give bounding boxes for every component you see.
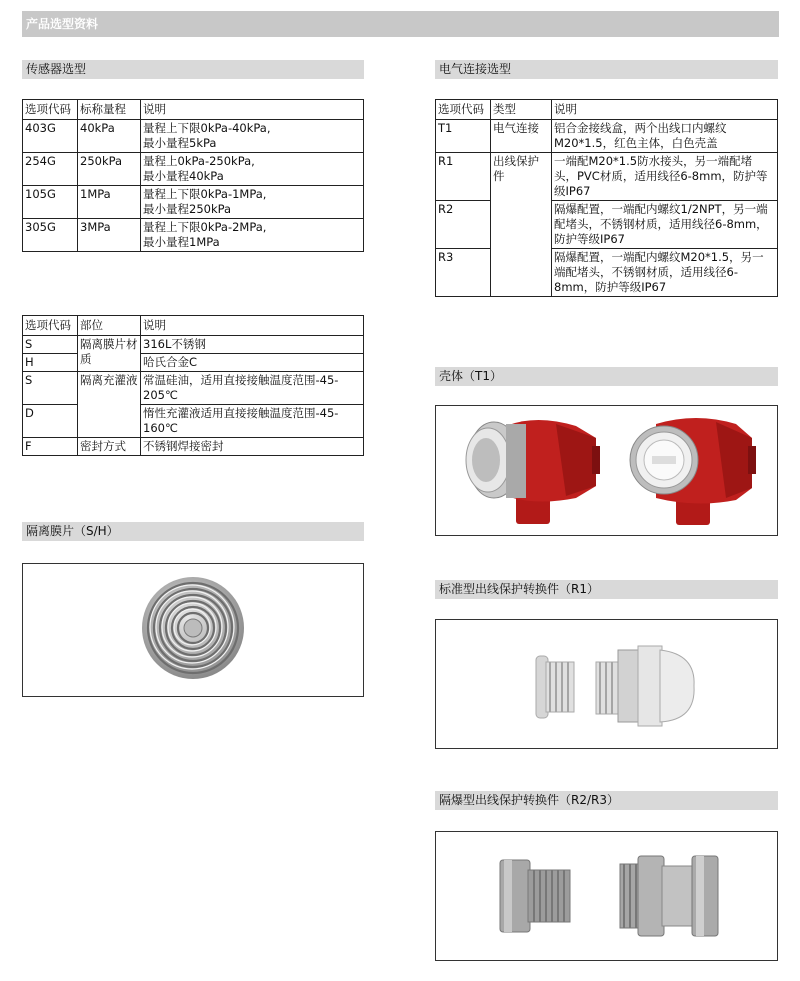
sensor-table <box>22 99 364 252</box>
table-row <box>436 153 778 201</box>
section-heading-r1: 标准型出线保护转换件（R1） <box>435 580 778 599</box>
cell-desc: 一端配M20*1.5防水接头，另一端配堵头，PVC材质，适用线径6-8mm，防护等级IP67 <box>552 153 778 201</box>
cell-range: 3MPa <box>78 219 141 252</box>
cell-desc: 铝合金接线盒，两个出线口内螺纹M20*1.5，红色主体，白色壳盖 <box>552 120 778 153</box>
col-header: 标称量程 <box>78 100 141 120</box>
cell-range: 40kPa <box>78 120 141 153</box>
cell-code: F <box>23 438 78 456</box>
table-row <box>23 372 364 405</box>
r1-image <box>435 619 778 749</box>
cell-code: S <box>23 372 78 405</box>
desc-line: 最小量程250kPa <box>143 202 232 216</box>
desc-line: 量程上下限0kPa-1MPa, <box>143 187 267 201</box>
section-heading-housing: 壳体（T1） <box>435 367 778 386</box>
col-header: 说明 <box>141 100 364 120</box>
cell-desc: 常温硅油，适用直接接触温度范围-45-205℃ <box>141 372 364 405</box>
table-row <box>23 438 364 456</box>
cell-code: 254G <box>23 153 78 186</box>
cell-desc: 隔爆配置，一端配内螺纹M20*1.5，另一端配堵头，不锈钢材质，适用线径6-8mm，防护等级IP67 <box>552 249 778 297</box>
material-table <box>22 315 364 456</box>
cell-part: 隔离膜片材质 <box>78 336 141 372</box>
section-heading-sensor: 传感器选型 <box>22 60 364 79</box>
cell-part: 密封方式 <box>78 438 141 456</box>
cell-desc <box>141 219 364 252</box>
housing-front-view <box>630 418 756 525</box>
cell-desc <box>141 153 364 186</box>
cell-desc: 哈氏合金C <box>141 354 364 372</box>
cell-desc <box>141 120 364 153</box>
table-row <box>23 219 364 252</box>
cell-range: 1MPa <box>78 186 141 219</box>
explosion-proof-plug-part <box>500 860 570 932</box>
section-heading-diaphragm: 隔离膜片（S/H） <box>22 522 364 541</box>
cell-code: 403G <box>23 120 78 153</box>
cell-code: R2 <box>436 201 491 249</box>
col-header: 说明 <box>552 100 778 120</box>
desc-line: 量程上下限0kPa-40kPa, <box>143 121 271 135</box>
diaphragm-icon <box>23 564 363 696</box>
desc-line: 量程上0kPa-250kPa, <box>143 154 255 168</box>
cell-desc: 隔爆配置，一端配内螺纹1/2NPT，另一端配堵头，不锈钢材质，适用线径6-8mm，防护等级IP67 <box>552 201 778 249</box>
col-header: 部位 <box>78 316 141 336</box>
cell-code: 105G <box>23 186 78 219</box>
housing-icon <box>436 406 777 535</box>
col-header: 选项代码 <box>436 100 491 120</box>
cell-code: R1 <box>436 153 491 201</box>
table-row <box>23 405 364 438</box>
section-heading-electrical: 电气连接选型 <box>435 60 778 79</box>
cell-desc: 不锈钢焊接密封 <box>141 438 364 456</box>
cell-range: 250kPa <box>78 153 141 186</box>
cell-desc: 惰性充灌液适用直接接触温度范围-45-160℃ <box>141 405 364 438</box>
cell-code: S <box>23 336 78 354</box>
housing-side-view <box>466 420 600 524</box>
explosion-proof-gland-icon <box>436 832 777 960</box>
electrical-table <box>435 99 778 297</box>
housing-image <box>435 405 778 536</box>
desc-line: 最小量程5kPa <box>143 136 217 150</box>
cell-code: T1 <box>436 120 491 153</box>
cell-desc: 316L不锈钢 <box>141 336 364 354</box>
table-row <box>23 336 364 354</box>
table-header-row <box>23 316 364 336</box>
cell-code: 305G <box>23 219 78 252</box>
explosion-proof-gland-part <box>620 856 718 936</box>
table-row <box>23 120 364 153</box>
desc-line: 最小量程1MPa <box>143 235 220 249</box>
cell-part: 隔离充灌液 <box>78 372 141 438</box>
table-row <box>436 249 778 297</box>
table-header-row <box>23 100 364 120</box>
col-header: 类型 <box>491 100 552 120</box>
cable-gland-icon <box>436 620 777 748</box>
cell-type: 电气连接 <box>491 120 552 153</box>
section-heading-r2r3: 隔爆型出线保护转换件（R2/R3） <box>435 791 778 810</box>
plug-part <box>536 656 574 718</box>
table-header-row <box>436 100 778 120</box>
cell-code: H <box>23 354 78 372</box>
cell-code: D <box>23 405 78 438</box>
table-row <box>23 153 364 186</box>
gland-part <box>596 646 694 726</box>
desc-line: 量程上下限0kPa-2MPa, <box>143 220 267 234</box>
table-row <box>23 186 364 219</box>
r2r3-image <box>435 831 778 961</box>
cell-code: R3 <box>436 249 491 297</box>
table-row <box>23 354 364 372</box>
table-row <box>436 120 778 153</box>
col-header: 说明 <box>141 316 364 336</box>
diaphragm-image <box>22 563 364 697</box>
col-header: 选项代码 <box>23 316 78 336</box>
cell-desc <box>141 186 364 219</box>
desc-line: 最小量程40kPa <box>143 169 224 183</box>
page-title: 产品选型资料 <box>22 11 779 37</box>
cell-type: 出线保护件 <box>491 153 552 297</box>
table-row <box>436 201 778 249</box>
col-header: 选项代码 <box>23 100 78 120</box>
